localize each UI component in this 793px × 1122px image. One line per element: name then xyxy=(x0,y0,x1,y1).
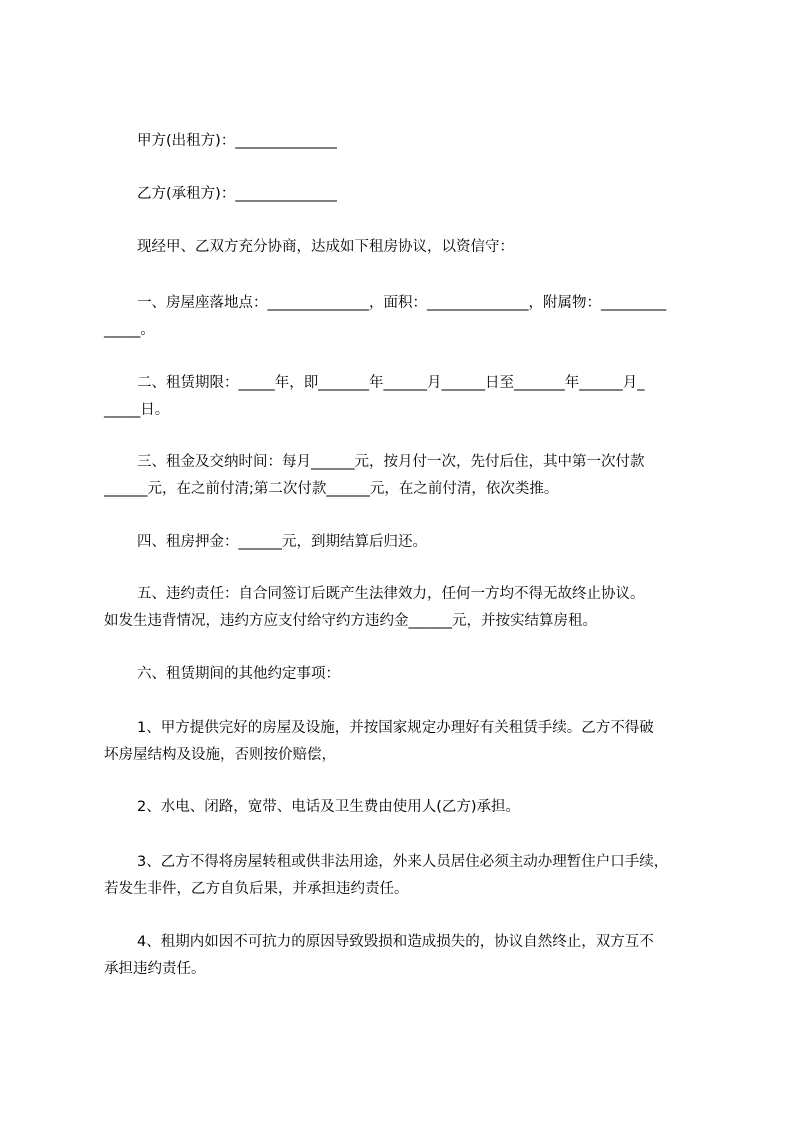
clause-5-line-2: 如发生违背情况，违约方应支付给守约方违约金______元，并按实结算房租。 xyxy=(104,613,597,629)
clause-1-line-2: _____。 xyxy=(104,322,155,338)
clause-6-title: 六、租赁期间的其他约定事项： xyxy=(137,666,340,682)
intro-paragraph: 现经甲、乙双方充分协商，达成如下租房协议，以资信守： xyxy=(137,239,514,255)
item-4-line-1: 4、租期内如因不可抗力的原因导致毁损和造成损失的，协议自然终止，双方互不 xyxy=(137,934,654,950)
clause-4-line: 四、租房押金：______元，到期结算后归还。 xyxy=(137,534,427,550)
item-2-line: 2、水电、闭路，宽带、电话及卫生费由使用人(乙方)承担。 xyxy=(137,799,521,815)
item-3-line-1: 3、乙方不得将房屋转租或供非法用途，外来人员居住必须主动办理暂住户口手续， xyxy=(137,854,669,870)
clause-3-line-2: ______元，在之前付清;第二次付款______元，在之前付清，依次类推。 xyxy=(104,481,559,497)
party-b-line: 乙方(承租方)：______________ xyxy=(137,186,337,202)
clause-3-line-1: 三、租金及交纳时间：每月______元，按月付一次，先付后住，其中第一次付款 xyxy=(137,454,645,470)
item-1-line-1: 1、甲方提供完好的房屋及设施，并按国家规定办理好有关租赁手续。乙方不得破 xyxy=(137,720,654,736)
item-3-line-2: 若发生非件，乙方自负后果，并承担违约责任。 xyxy=(104,881,409,897)
clause-1-line-1: 一、房屋座落地点：______________，面积：______________，附属物：_________ xyxy=(137,295,667,311)
party-a-line: 甲方(出租方)：______________ xyxy=(137,133,337,149)
clause-2-line-2: _____日。 xyxy=(104,402,170,418)
clause-5-line-1: 五、违约责任：自合同签订后既产生法律效力，任何一方均不得无故终止协议。 xyxy=(137,586,645,602)
item-1-line-2: 坏房屋结构及设施，否则按价赔偿， xyxy=(104,747,336,763)
clause-2-line-1: 二、租赁期限：_____年，即_______年______月______日至_______年______月_ xyxy=(137,375,645,391)
item-4-line-2: 承担违约责任。 xyxy=(104,961,206,977)
